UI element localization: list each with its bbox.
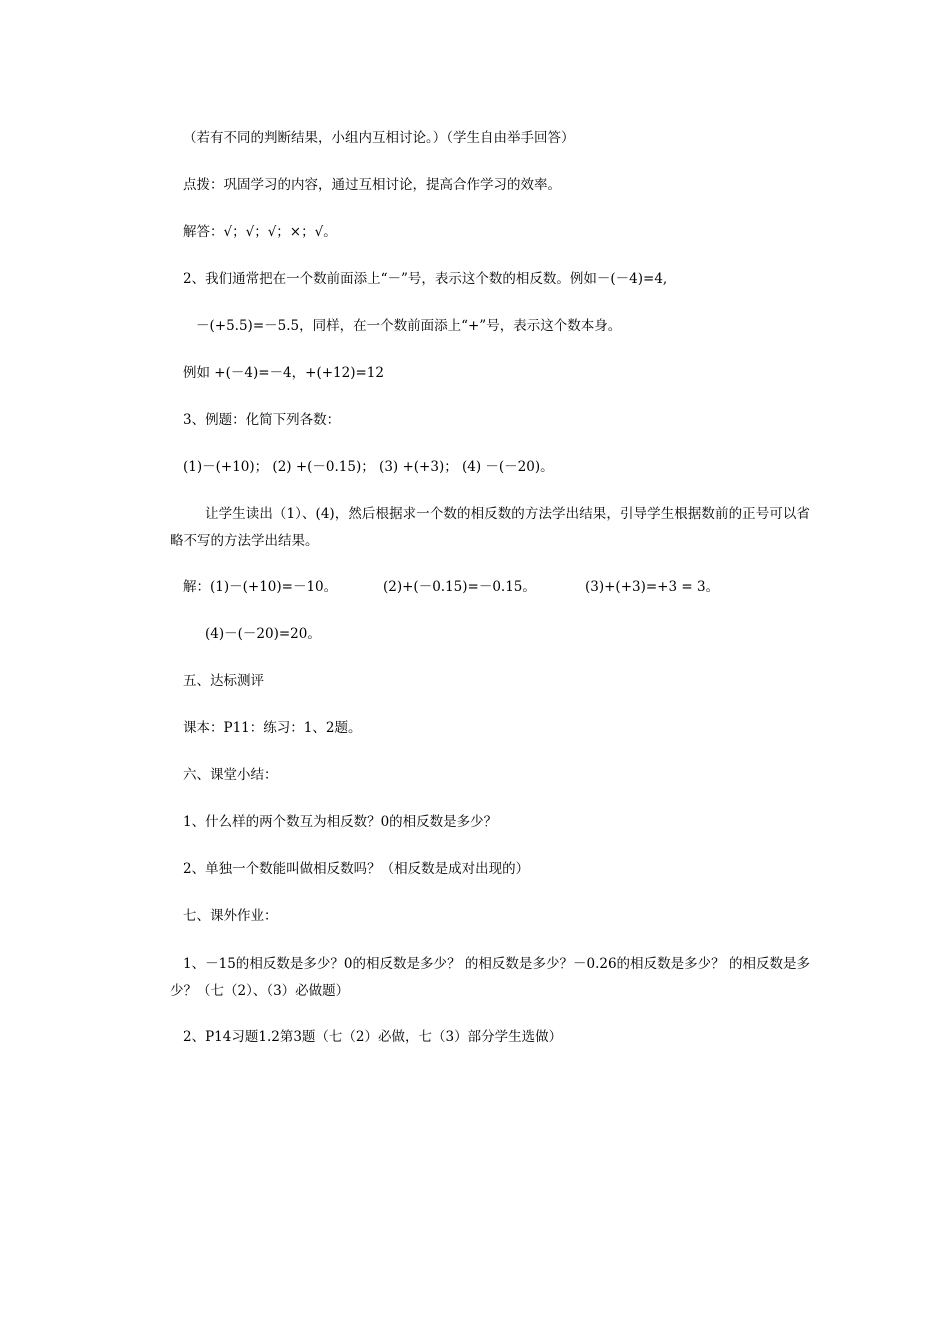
text-line-discussion-note: （若有不同的判断结果，小组内互相讨论。）（学生自由举手回答） [183, 130, 575, 146]
solution-part-3: (3)+(+3)=+3 = 3。 [585, 579, 720, 595]
text-line-homework-2: 2、P14习题1.2第3题（七（2）必做，七（3）部分学生选做） [183, 1029, 563, 1045]
text-line-item-3: 3、例题：化简下列各数： [183, 412, 341, 428]
solution-part-2: (2)+(－0.15)=－0.15。 [383, 579, 536, 595]
paragraph-homework-1: 1、－15的相反数是多少？0的相反数是多少？ 的相反数是多少？－0.26的相反数是多少？ 的相反数是多少？（七（2）、（3）必做题） [170, 956, 810, 999]
text-line-textbook: 课本：P11：练习：1、2题。 [183, 720, 362, 736]
solution-part-1: 解：(1)－(+10)=－10。 [183, 579, 338, 595]
text-line-example: 例如 +(－4)=－4，+(+12)=12 [183, 365, 384, 381]
section-heading-7: 七、课外作业： [183, 908, 278, 924]
text-line-exercises: (1)－(+10)； (2) +(－0.15)； (3) +(+3)； (4) －(－20)。 [183, 459, 554, 475]
solution-part-4: (4)－(－20)=20。 [205, 626, 321, 642]
section-heading-5: 五、达标测评 [183, 673, 264, 689]
text-line-hint: 点拨：巩固学习的内容，通过互相讨论，提高合作学习的效率。 [183, 177, 561, 193]
text-line-item-2: 2、我们通常把在一个数前面添上“－”号，表示这个数的相反数。例如－(－4)=4, [183, 271, 668, 287]
text-line-item-2-cont: －(+5.5)=－5.5，同样，在一个数前面添上“+”号，表示这个数本身。 [196, 318, 622, 334]
text-line-summary-1: 1、什么样的两个数互为相反数？0的相反数是多少？ [183, 814, 498, 830]
paragraph-instruction: 让学生读出（1）、(4)，然后根据求一个数的相反数的方法学出结果，引导学生根据数前的正号可以省略不写的方法学出结果。 [170, 506, 810, 549]
section-heading-6: 六、课堂小结： [183, 767, 278, 783]
text-line-summary-2: 2、单独一个数能叫做相反数吗？（相反数是成对出现的） [183, 861, 530, 877]
text-line-answers: 解答：√；√；√；×；√。 [183, 224, 337, 240]
